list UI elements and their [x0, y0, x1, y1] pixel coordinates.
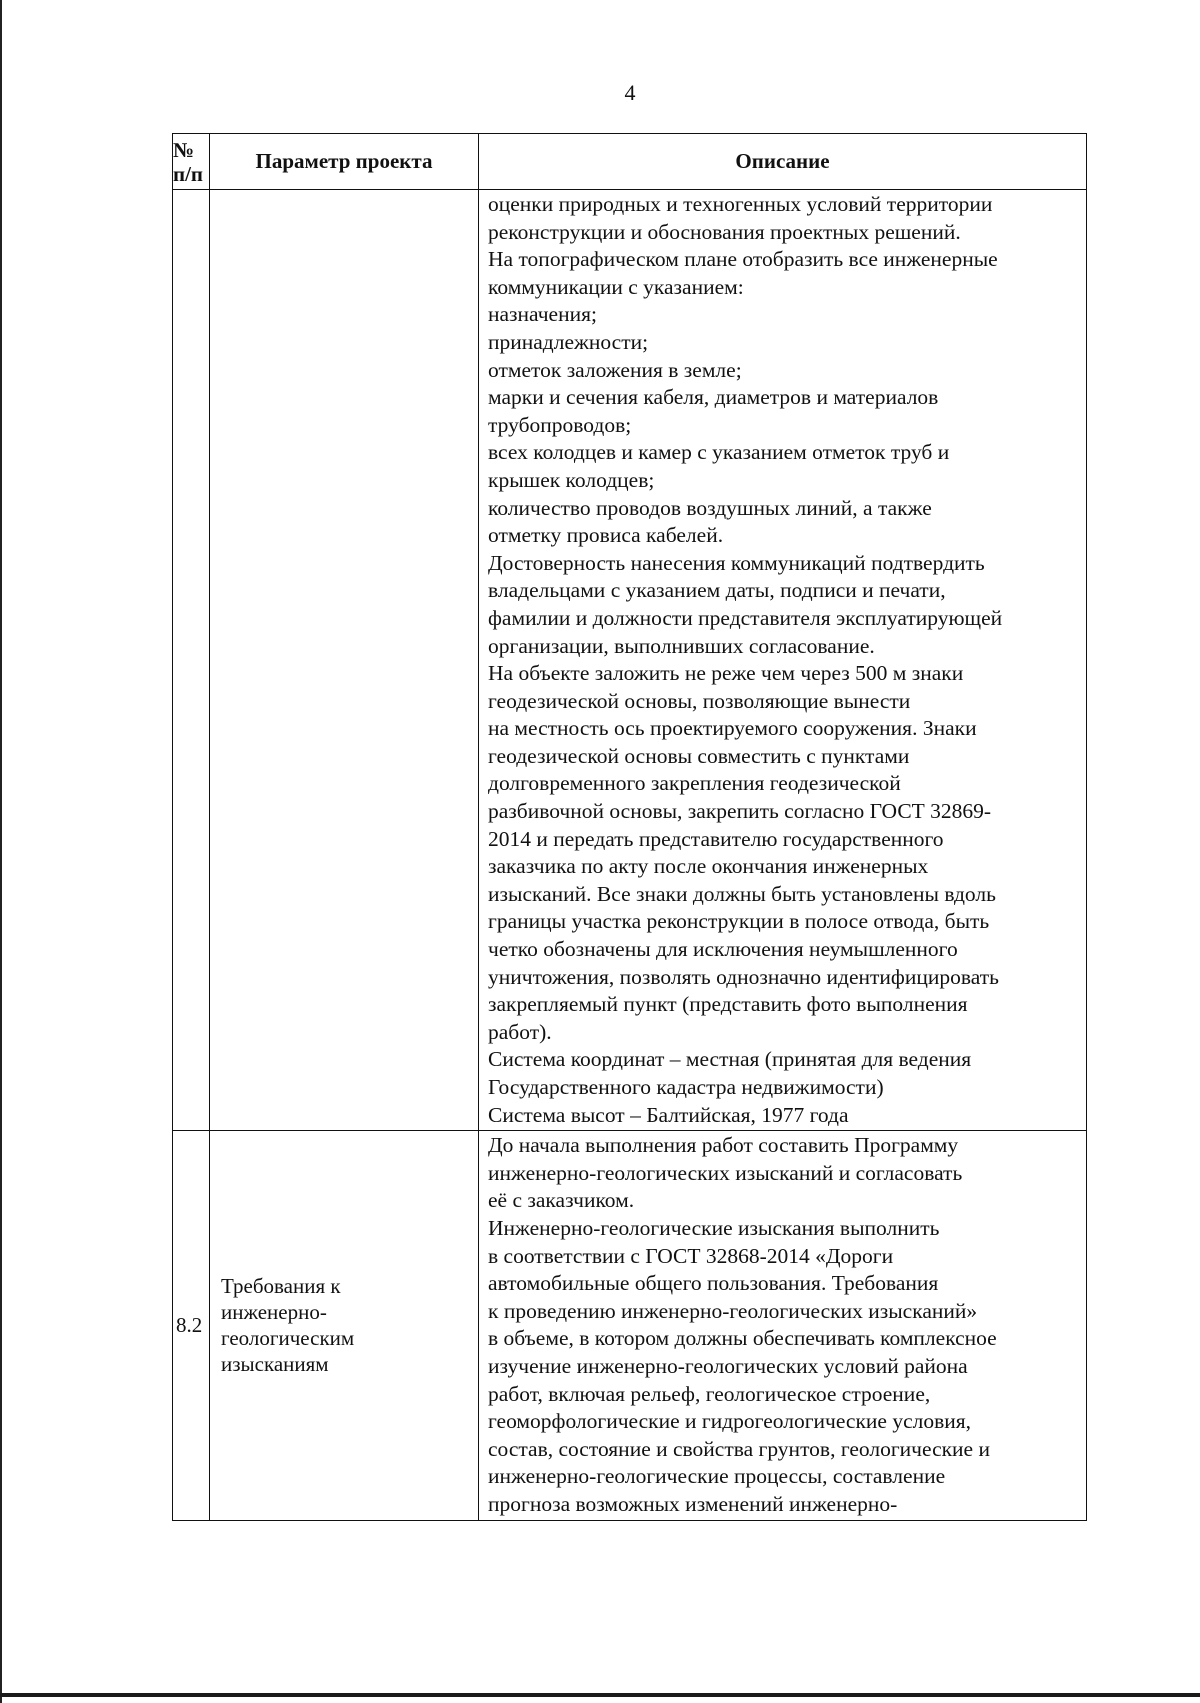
description-line: прогноза возможных изменений инженерно-: [488, 1491, 898, 1516]
description-line: отметок заложения в земле;: [488, 357, 742, 382]
description-line: марки и сечения кабеля, диаметров и материалов: [488, 385, 939, 410]
scan-bottom-edge: [0, 1693, 1200, 1697]
description-line: Государственного кадастра недвижимости): [488, 1075, 884, 1099]
description-line: заказчика по акту после окончания инженерных: [488, 854, 929, 879]
header-parameter: Параметр проекта: [210, 134, 479, 190]
description-line: в соответствии с ГОСТ 32868-2014 «Дороги: [488, 1243, 894, 1268]
table-row: [173, 190, 1087, 1131]
description-line: крышек колодцев;: [488, 467, 655, 492]
description-line: Достоверность нанесения коммуникаций подтвердить: [488, 550, 985, 575]
description-line: реконструкции и обоснования проектных решений.: [488, 219, 961, 244]
row-parameter: [210, 190, 479, 1131]
description-line: её с заказчиком.: [488, 1188, 635, 1213]
description-line: принадлежности;: [488, 329, 649, 354]
description-line: всех колодцев и камер с указанием отметок труб и: [488, 440, 950, 465]
scan-left-edge: [0, 0, 2, 1703]
description-line: трубопроводов;: [488, 412, 632, 437]
description-line: Система высот – Балтийская, 1977 года: [488, 1102, 849, 1127]
description-line: коммуникации с указанием:: [488, 274, 744, 299]
row-description: [479, 190, 1087, 1131]
description-line: четко обозначены для исключения неумышленного: [488, 937, 958, 962]
description-line: 2014 и передать представителю государственного: [488, 826, 944, 851]
row-parameter: [210, 1131, 479, 1520]
page-number: 4: [624, 80, 636, 105]
description-line: геодезической основы совместить с пунктами: [488, 743, 910, 768]
description-line: назначения;: [488, 302, 597, 327]
row-number: 8.2: [173, 1131, 210, 1520]
description-line: На топографическом плане отобразить все инженерные: [488, 247, 998, 272]
description-line: До начала выполнения работ составить Программу: [488, 1133, 959, 1158]
description-line: количество проводов воздушных линий, а также: [488, 495, 932, 520]
row-number: [173, 190, 210, 1131]
description-line: Инженерно-геологические изыскания выполнить: [488, 1215, 940, 1240]
description-line: геодезической основы, позволяющие вынести: [488, 688, 911, 713]
description-line: долговременного закрепления геодезической: [488, 771, 901, 796]
description-line: инженерно-геологических изысканий и согласовать: [488, 1160, 963, 1185]
description-line: работ).: [488, 1019, 552, 1044]
description-line: закрепляемый пункт (представить фото выполнения: [488, 992, 968, 1017]
header-description: Описание: [479, 134, 1087, 190]
header-number-symbol: №: [173, 137, 195, 162]
description-line: геоморфологические и гидрогеологические условия,: [488, 1409, 972, 1434]
description-line: отметку провиса кабелей.: [488, 523, 724, 548]
row-description: [479, 1131, 1087, 1520]
description-line: к проведению инженерно-геологических изысканий»: [488, 1298, 978, 1323]
description-line: оценки природных и техногенных условий территории: [488, 192, 993, 216]
parameter-line: изысканиям: [221, 1352, 329, 1377]
description-line: состав, состояние и свойства грунтов, геологические и: [488, 1436, 990, 1461]
header-number: [173, 134, 210, 190]
description-line: автомобильные общего пользования. Требования: [488, 1271, 939, 1296]
parameter-line: геологическим: [221, 1326, 355, 1351]
description-line: На объекте заложить не реже чем через 500 м знаки: [488, 661, 964, 686]
description-line: в объеме, в котором должны обеспечивать комплексное: [488, 1326, 997, 1351]
description-line: владельцами с указанием даты, подписи и печати,: [488, 578, 946, 603]
description-line: изучение инженерно-геологических условий района: [488, 1353, 968, 1378]
parameter-line: инженерно-: [221, 1300, 327, 1325]
description-line: фамилии и должности представителя эксплуатирующей: [488, 605, 1003, 630]
description-line: на местность ось проектируемого сооружения. Знаки: [488, 716, 977, 741]
description-line: изысканий. Все знаки должны быть установлены вдоль: [488, 881, 996, 906]
parameter-line: Требования к: [221, 1274, 341, 1299]
description-line: работ, включая рельеф, геологическое строение,: [488, 1381, 931, 1406]
description-line: разбивочной основы, закрепить согласно ГОСТ 32869-: [488, 799, 992, 824]
description-line: Система координат – местная (принятая для ведения: [488, 1047, 972, 1072]
table-row: [173, 1131, 1087, 1520]
description-line: уничтожения, позволять однозначно идентифицировать: [488, 964, 999, 989]
requirements-table: [172, 133, 1087, 1521]
table-header-row: [173, 134, 1087, 190]
description-line: инженерно-геологические процессы, составление: [488, 1464, 946, 1489]
description-line: организации, выполнивших согласование.: [488, 633, 875, 658]
description-line: границы участка реконструкции в полосе отвода, быть: [488, 909, 990, 934]
header-number-pp: п/п: [173, 161, 204, 186]
